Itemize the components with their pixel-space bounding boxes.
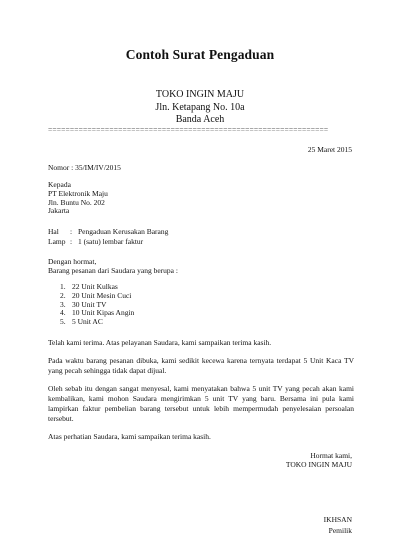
recipient-address (48, 181, 108, 216)
letter-number: Nomor : 35/IM/IV/2015 (48, 163, 121, 172)
salutation: Dengan hormat, (48, 257, 97, 266)
attachment-line (48, 237, 143, 246)
list-item: 5. 5 Unit AC (60, 317, 103, 327)
intro-text: Barang pesanan dari Saudara yang berupa : (48, 266, 178, 275)
paragraph-received: Telah kami terima. Atas pelayanan Saudara, kami sampaikan terima kasih. (48, 338, 272, 347)
paragraph-complaint: Pada waktu barang pesanan dibuka, kami sedikit kecewa karena ternyata terdapat 5 Unit Kaca TV yang pecah sehingga tidak dapat dijual. (48, 356, 354, 375)
attachment-separator: : (70, 237, 73, 246)
letter-date: 25 Maret 2015 (307, 145, 352, 154)
list-item: 1. 22 Unit Kulkas (60, 282, 118, 291)
paragraph-thanks: Atas perhatian Saudara, kami sampaikan terima kasih. (48, 432, 211, 441)
paragraph-request: Oleh sebab itu dengan sangat menyesal, kami menyatakan bahwa 5 unit TV yang pecah akan kami kembalikan, kami mohon Saudara mengirimkan 5 unit TV yang baru. Bersama ini pula kami lampirkan faktur pembelian barang tersebut untuk lebih mempermudah penyelesaian persoalan tersebut. (48, 384, 354, 423)
attachment-value: 1 (satu) lembar faktur (78, 237, 144, 246)
letterhead-divider: ================================================================ (48, 126, 329, 134)
signer-name: IKHSAN (323, 515, 352, 524)
recipient-city: Jakarta (48, 206, 70, 216)
recipient-name: PT Elektronik Maju (48, 188, 108, 198)
subject-line (48, 227, 168, 236)
letterhead-city: Banda Aceh (175, 114, 225, 125)
letterhead-street: Jln. Ketapang No. 10a (155, 101, 245, 113)
attachment-label: Lamp (48, 237, 66, 246)
letterhead-company: TOKO INGIN MAJU (155, 89, 245, 100)
recipient-street: Jln. Buntu No. 202 (48, 197, 105, 207)
list-item: 2. 20 Unit Mesin Cuci (60, 290, 132, 300)
subject-separator: : (70, 227, 73, 236)
subject-value: Pengaduan Kerusakan Barang (78, 227, 169, 236)
signer-title: Pemilik (328, 526, 352, 535)
recipient-to: Kepada (48, 180, 71, 189)
item-list (60, 283, 134, 327)
letterhead (0, 89, 400, 127)
closing-greeting: Hormat kami, (310, 451, 352, 460)
subject-label: Hal (48, 227, 59, 236)
list-item: 4. 10 Unit Kipas Angin (60, 308, 135, 318)
list-item: 3. 30 Unit TV (60, 299, 107, 309)
document-title: Contoh Surat Pengaduan (125, 47, 275, 62)
closing-company: TOKO INGIN MAJU (285, 460, 352, 469)
